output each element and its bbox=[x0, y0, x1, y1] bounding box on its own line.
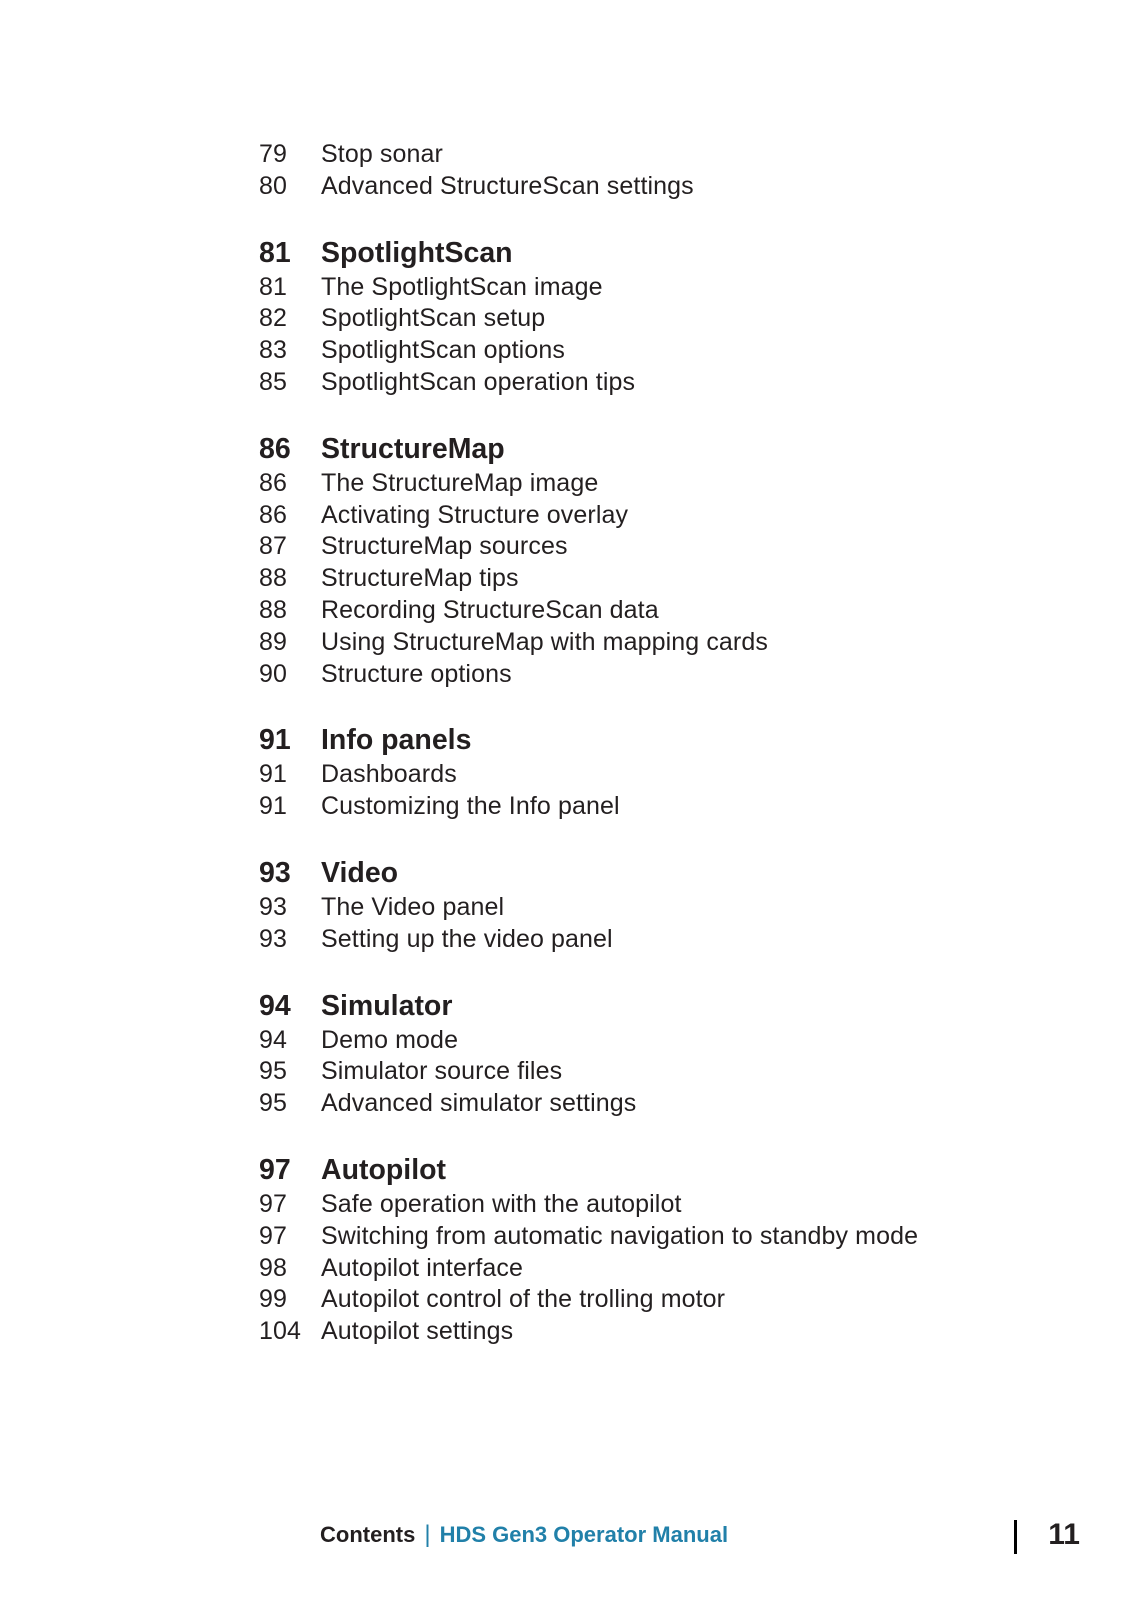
toc-entry-title: Demo mode bbox=[321, 1025, 459, 1054]
toc-entry-title: Autopilot interface bbox=[321, 1253, 524, 1282]
toc-heading-page: 91 bbox=[259, 724, 291, 757]
toc-heading-page: 94 bbox=[259, 989, 291, 1022]
toc-entry bbox=[259, 791, 918, 823]
toc-entry-page: 99 bbox=[259, 1285, 288, 1314]
toc-heading-title: Autopilot bbox=[321, 1153, 447, 1186]
toc-entry-page: 89 bbox=[259, 627, 288, 656]
page-number: 11 bbox=[1048, 1518, 1080, 1551]
toc-entry bbox=[259, 659, 918, 691]
toc-heading-title: StructureMap bbox=[321, 432, 505, 465]
toc-entry-page: 98 bbox=[259, 1253, 288, 1282]
toc-entry bbox=[259, 1088, 918, 1120]
toc-entry-title: Advanced StructureScan settings bbox=[321, 171, 694, 200]
toc-entry-page: 86 bbox=[259, 500, 288, 529]
table-of-contents bbox=[259, 139, 918, 1348]
toc-section-heading bbox=[259, 722, 918, 759]
toc-entry-page: 83 bbox=[259, 336, 288, 365]
toc-entry-title: Recording StructureScan data bbox=[321, 595, 659, 624]
toc-section-heading bbox=[259, 855, 918, 892]
toc-entry bbox=[259, 924, 918, 956]
toc-section-heading bbox=[259, 235, 918, 272]
toc-entry bbox=[259, 1221, 918, 1253]
toc-entry bbox=[259, 531, 918, 563]
toc-entry bbox=[259, 171, 918, 203]
toc-entry bbox=[259, 1025, 918, 1057]
toc-entry-page: 91 bbox=[259, 792, 288, 821]
toc-entry bbox=[259, 563, 918, 595]
toc-entry-page: 104 bbox=[259, 1317, 302, 1346]
toc-entry-title: Simulator source files bbox=[321, 1057, 563, 1086]
toc-entry bbox=[259, 1056, 918, 1088]
toc-entry-page: 93 bbox=[259, 892, 288, 921]
toc-entry bbox=[259, 303, 918, 335]
toc-entry-title: Using StructureMap with mapping cards bbox=[321, 627, 768, 656]
toc-entry-title: StructureMap tips bbox=[321, 564, 519, 593]
toc-entry-page: 91 bbox=[259, 760, 288, 789]
toc-entry-page: 97 bbox=[259, 1189, 288, 1218]
footer-separator: | bbox=[424, 1521, 431, 1548]
toc-entry bbox=[259, 139, 918, 171]
toc-entry bbox=[259, 1189, 918, 1221]
toc-entry bbox=[259, 892, 918, 924]
toc-heading-title: Video bbox=[321, 856, 399, 889]
toc-entry bbox=[259, 335, 918, 367]
toc-entry-page: 93 bbox=[259, 924, 288, 953]
toc-entry-title: SpotlightScan setup bbox=[321, 304, 546, 333]
toc-entry bbox=[259, 1253, 918, 1285]
toc-entry-page: 95 bbox=[259, 1089, 288, 1118]
toc-heading-title: SpotlightScan bbox=[321, 236, 513, 269]
footer-manual-title: HDS Gen3 Operator Manual bbox=[439, 1522, 729, 1547]
toc-entry-page: 82 bbox=[259, 304, 288, 333]
toc-entry-title: StructureMap sources bbox=[321, 532, 568, 561]
toc-entry bbox=[259, 759, 918, 791]
toc-entry-page: 95 bbox=[259, 1057, 288, 1086]
toc-entry-title: Customizing the Info panel bbox=[321, 792, 620, 821]
toc-heading-title: Simulator bbox=[321, 989, 453, 1022]
toc-entry-page: 79 bbox=[259, 140, 288, 168]
toc-entry-title: Dashboards bbox=[321, 760, 457, 789]
toc-heading-page: 93 bbox=[259, 856, 291, 889]
toc-entry-title: Stop sonar bbox=[321, 140, 443, 168]
toc-entry-title: Structure options bbox=[321, 659, 512, 688]
toc-entry bbox=[259, 500, 918, 532]
toc-entry-page: 88 bbox=[259, 595, 288, 624]
toc-entry-title: Safe operation with the autopilot bbox=[321, 1189, 682, 1218]
footer-breadcrumb bbox=[320, 1521, 728, 1549]
toc-section-heading bbox=[259, 1152, 918, 1189]
toc-entry bbox=[259, 1316, 918, 1348]
page-number-separator-bar bbox=[1014, 1520, 1017, 1554]
toc-entry-page: 97 bbox=[259, 1221, 288, 1250]
toc-section-heading bbox=[259, 431, 918, 468]
toc-heading-title: Info panels bbox=[321, 724, 472, 757]
toc-heading-page: 81 bbox=[259, 236, 291, 269]
toc-entry-title: Autopilot control of the trolling motor bbox=[321, 1285, 726, 1314]
toc-entry-page: 85 bbox=[259, 367, 288, 396]
toc-entry bbox=[259, 367, 918, 399]
toc-entry bbox=[259, 627, 918, 659]
toc-entry bbox=[259, 272, 918, 304]
toc-entry-title: SpotlightScan options bbox=[321, 336, 565, 365]
footer-page-indicator bbox=[1014, 1518, 1080, 1552]
toc-entry-title: Switching from automatic navigation to standby mode bbox=[321, 1221, 919, 1250]
toc-heading-page: 97 bbox=[259, 1153, 291, 1186]
toc-section-heading bbox=[259, 988, 918, 1025]
toc-entry-page: 87 bbox=[259, 532, 288, 561]
toc-entry bbox=[259, 595, 918, 627]
toc-entry-title: SpotlightScan operation tips bbox=[321, 367, 636, 396]
toc-entry bbox=[259, 1284, 918, 1316]
toc-entry-page: 81 bbox=[259, 272, 288, 301]
toc-entry-title: Advanced simulator settings bbox=[321, 1089, 637, 1118]
toc-entry bbox=[259, 468, 918, 500]
toc-entry-title: Activating Structure overlay bbox=[321, 500, 629, 529]
footer-section-label: Contents bbox=[320, 1522, 416, 1547]
toc-entry-page: 86 bbox=[259, 468, 288, 497]
toc-entry-page: 88 bbox=[259, 564, 288, 593]
toc-entry-page: 94 bbox=[259, 1025, 288, 1054]
toc-entry-title: Setting up the video panel bbox=[321, 924, 613, 953]
toc-heading-page: 86 bbox=[259, 432, 291, 465]
toc-entry-title: The Video panel bbox=[321, 892, 505, 921]
toc-entry-page: 90 bbox=[259, 659, 288, 688]
toc-entry-title: The SpotlightScan image bbox=[321, 272, 603, 301]
toc-entry-title: Autopilot settings bbox=[321, 1317, 514, 1346]
toc-entry-page: 80 bbox=[259, 171, 288, 200]
page-footer bbox=[320, 1518, 1080, 1552]
toc-entry-title: The StructureMap image bbox=[321, 468, 599, 497]
